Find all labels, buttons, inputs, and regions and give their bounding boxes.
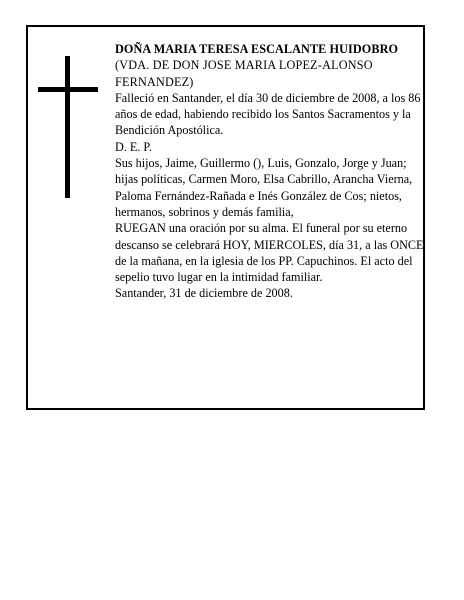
rest-in-peace: D. E. P.: [115, 139, 152, 154]
widow-of-line: (VDA. DE DON JOSE MARIA LOPEZ-ALONSO FERNANDEZ): [115, 58, 373, 89]
family-list: Sus hijos, Jaime, Guillermo (), Luis, Gonzalo, Jorge y Juan; hijas políticas, Carmen Moro, Elsa Cabrillo, Arancha Vierna, Paloma Fernández-Rañada e Inés González de Cos; nietos, hermanos, sobrinos y demás familia,: [115, 156, 413, 219]
cross-vertical-bar: [65, 56, 70, 198]
place-and-date: Santander, 31 de diciembre de 2008.: [115, 286, 293, 301]
cross-icon: [38, 56, 98, 198]
death-announcement: Falleció en Santander, el día 30 de diciembre de 2008, a los 86 años de edad, habiendo recibido los Santos Sacramentos y la Bendición Apostólica.: [115, 90, 421, 138]
notice-text: [115, 41, 425, 302]
cross-horizontal-bar: [38, 87, 98, 92]
funeral-request: RUEGAN una oración por su alma. El funeral por su eterno descanso se celebrará HOY, MIERCOLES, día 31, a las ONCE de la mañana, en la iglesia de los PP. Capuchinos. El acto del sepelio tuvo lugar en la intimidad familiar.: [115, 221, 424, 285]
obituary-notice: [26, 25, 425, 410]
deceased-name: DOÑA MARIA TERESA ESCALANTE HUIDOBRO: [115, 42, 399, 56]
